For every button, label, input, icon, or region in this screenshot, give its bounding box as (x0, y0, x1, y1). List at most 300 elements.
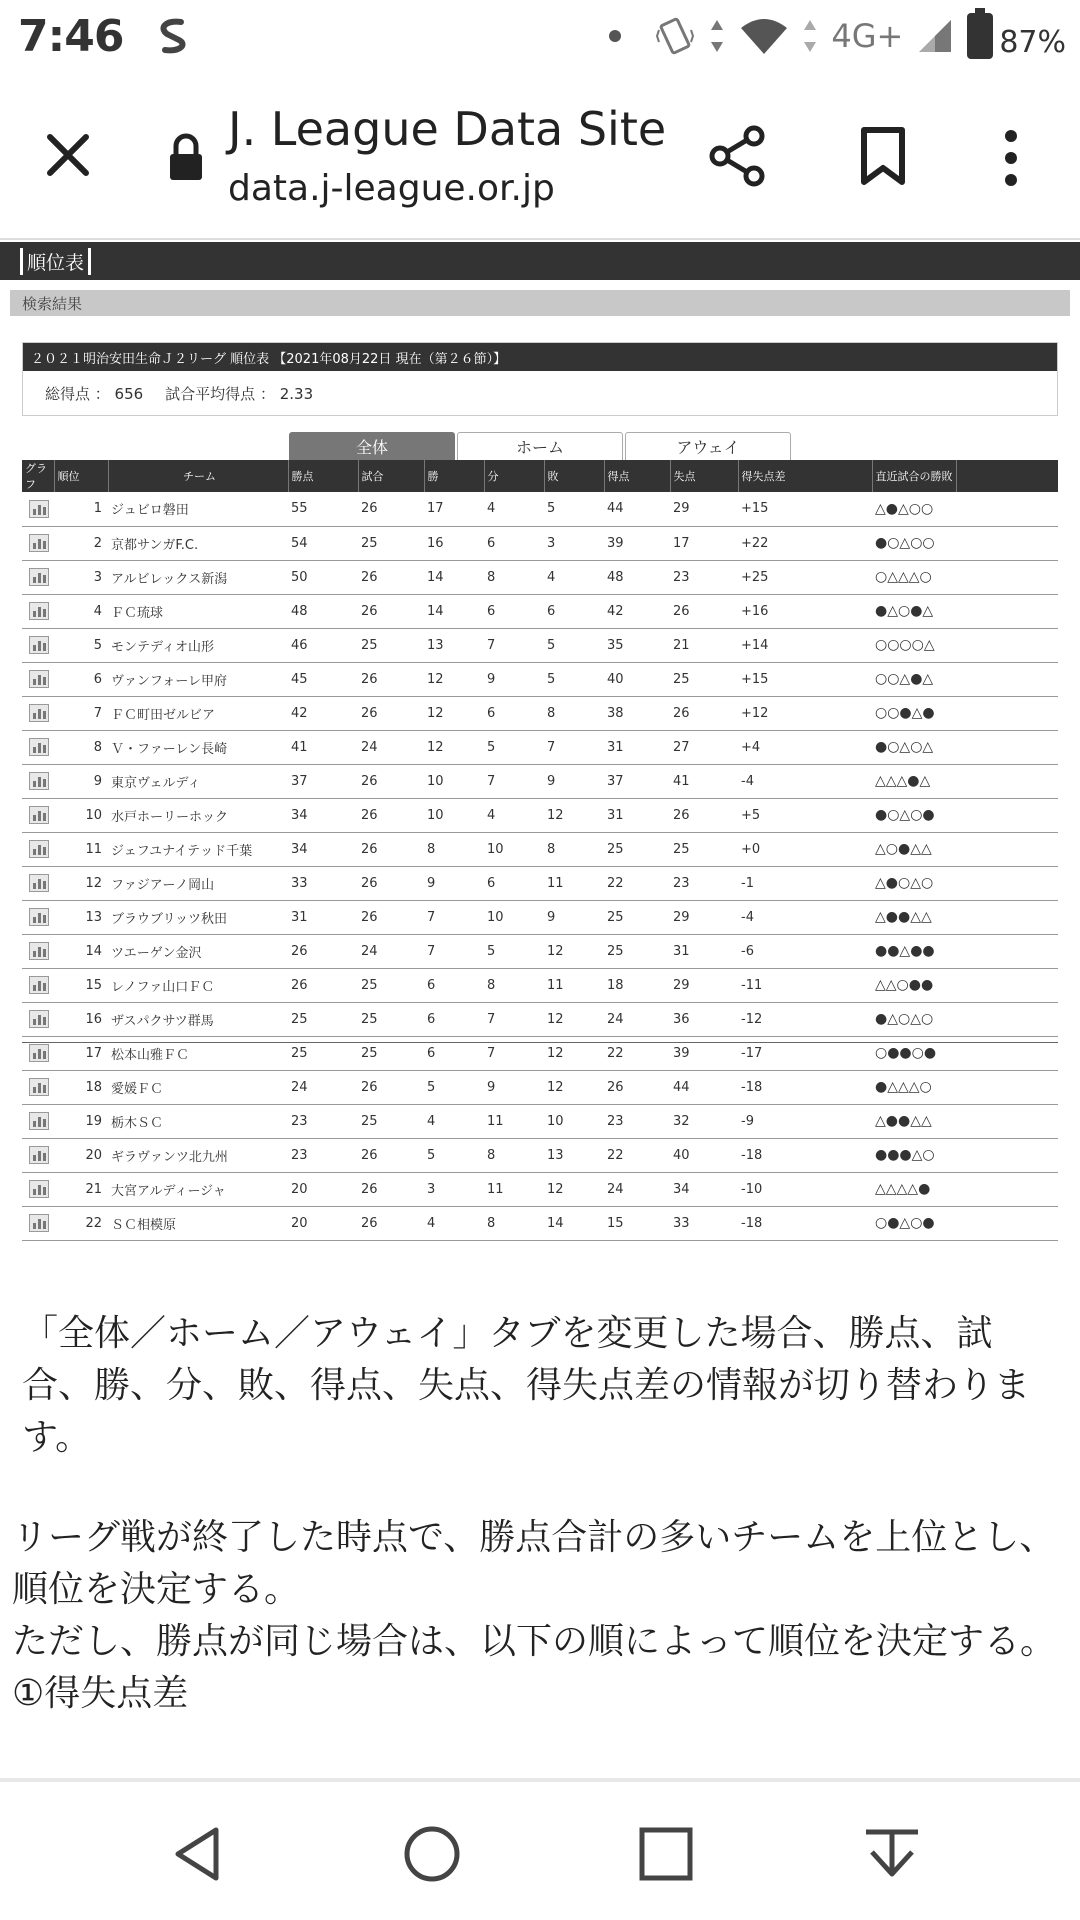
table-row (22, 1104, 1058, 1138)
data-arrows-icon-2 (803, 18, 817, 54)
rank: 3 (54, 560, 108, 594)
team-name[interactable]: ヴァンフォーレ甲府 (108, 662, 288, 696)
graph-cell (22, 798, 54, 832)
goals-against: 33 (670, 1206, 738, 1240)
tab-home[interactable]: ホーム (457, 432, 623, 460)
wins: 5 (424, 1070, 484, 1104)
notification-dot-icon (609, 30, 621, 42)
team-name[interactable]: ザスパクサツ群馬 (108, 1002, 288, 1036)
points: 25 (288, 1002, 358, 1036)
table-row (22, 764, 1058, 798)
bar-chart-icon[interactable] (29, 670, 49, 688)
bar-chart-icon[interactable] (29, 1078, 49, 1096)
url-text[interactable]: data.j-league.or.jp (228, 168, 555, 209)
goals-against: 36 (670, 1002, 738, 1036)
goals-against: 41 (670, 764, 738, 798)
goal-diff: +4 (738, 730, 872, 764)
graph-cell (22, 1206, 54, 1240)
bar-chart-icon[interactable] (29, 534, 49, 552)
share-icon[interactable] (706, 124, 770, 188)
goals-for: 48 (604, 560, 670, 594)
team-name[interactable]: 栃木ＳＣ (108, 1104, 288, 1138)
team-name[interactable]: 東京ヴェルディ (108, 764, 288, 798)
table-bottom-divider (22, 1042, 1058, 1043)
goals-against: 25 (670, 662, 738, 696)
games: 26 (358, 1070, 424, 1104)
recent-form: △●●△△ (872, 1104, 956, 1138)
goals-for: 24 (604, 1002, 670, 1036)
draws: 11 (484, 1104, 544, 1138)
section-title: 順位表 (20, 248, 91, 275)
games: 26 (358, 1206, 424, 1240)
recent-form: ○○○○△ (872, 628, 956, 662)
wins: 10 (424, 764, 484, 798)
goals-against: 25 (670, 832, 738, 866)
goals-for: 31 (604, 798, 670, 832)
col-goals-for: 得点 (604, 460, 670, 492)
team-name[interactable]: 松本山雅ＦＣ (108, 1036, 288, 1070)
wins: 3 (424, 1172, 484, 1206)
battery-icon (967, 13, 993, 59)
goals-for: 40 (604, 662, 670, 696)
bar-chart-icon[interactable] (29, 602, 49, 620)
recent-form: ○△△△○ (872, 560, 956, 594)
tab-description: 「全体／ホーム／アウェイ」タブを変更した場合、勝点、試合、勝、分、敗、得点、失点、得失点差の情報が切り替わります。 (22, 1313, 1031, 1458)
graph-cell (22, 832, 54, 866)
losses: 9 (544, 900, 604, 934)
spacer-cell (956, 662, 1058, 696)
recent-form: ●○△○● (872, 798, 956, 832)
games: 26 (358, 764, 424, 798)
team-name[interactable]: ギラヴァンツ北九州 (108, 1138, 288, 1172)
table-row (22, 798, 1058, 832)
losses: 8 (544, 832, 604, 866)
draws: 10 (484, 832, 544, 866)
bar-chart-icon[interactable] (29, 1112, 49, 1130)
games: 24 (358, 730, 424, 764)
losses: 11 (544, 866, 604, 900)
rank: 16 (54, 1002, 108, 1036)
points: 54 (288, 526, 358, 560)
status-time: 7:46 (18, 10, 124, 62)
rank: 1 (54, 492, 108, 526)
goals-for: 23 (604, 1104, 670, 1138)
col-wins: 勝 (424, 460, 484, 492)
spacer-cell (956, 1138, 1058, 1172)
tab-away[interactable]: アウェイ (625, 432, 791, 460)
recent-form: ●●●△○ (872, 1138, 956, 1172)
team-name[interactable]: 京都サンガF.C. (108, 526, 288, 560)
graph-cell (22, 1172, 54, 1206)
goals-for: 22 (604, 866, 670, 900)
goals-against: 39 (670, 1036, 738, 1070)
games: 25 (358, 1036, 424, 1070)
recent-form: △△△△● (872, 1172, 956, 1206)
points: 23 (288, 1138, 358, 1172)
col-goal-diff: 得失点差 (738, 460, 872, 492)
recent-form: ○●△○● (872, 1206, 956, 1240)
wins: 14 (424, 594, 484, 628)
hide-keyboard-icon[interactable] (862, 1824, 922, 1884)
graph-cell (22, 492, 54, 526)
games: 26 (358, 492, 424, 526)
wins: 10 (424, 798, 484, 832)
points: 41 (288, 730, 358, 764)
goals-against: 32 (670, 1104, 738, 1138)
rank: 10 (54, 798, 108, 832)
team-name[interactable]: ファジアーノ岡山 (108, 866, 288, 900)
games: 25 (358, 526, 424, 560)
goals-against: 31 (670, 934, 738, 968)
goals-for: 25 (604, 832, 670, 866)
goals-against: 27 (670, 730, 738, 764)
page-content (0, 242, 1080, 1241)
goal-diff: +0 (738, 832, 872, 866)
rank: 17 (54, 1036, 108, 1070)
spacer-cell (956, 696, 1058, 730)
wins: 6 (424, 968, 484, 1002)
goal-diff: -10 (738, 1172, 872, 1206)
team-name[interactable]: Ｖ・ファーレン長崎 (108, 730, 288, 764)
table-row (22, 866, 1058, 900)
losses: 12 (544, 1002, 604, 1036)
goals-for: 38 (604, 696, 670, 730)
draws: 9 (484, 1070, 544, 1104)
standings-body (22, 492, 1058, 1240)
close-icon[interactable] (40, 127, 96, 183)
spacer-cell (956, 1002, 1058, 1036)
col-draws: 分 (484, 460, 544, 492)
goals-for: 39 (604, 526, 670, 560)
wins: 7 (424, 934, 484, 968)
bar-chart-icon[interactable] (29, 1214, 49, 1232)
losses: 12 (544, 1036, 604, 1070)
col-games: 試合 (358, 460, 424, 492)
team-name[interactable]: ツエーゲン金沢 (108, 934, 288, 968)
wins: 4 (424, 1206, 484, 1240)
team-name[interactable]: モンテディオ山形 (108, 628, 288, 662)
graph-cell (22, 1002, 54, 1036)
games: 26 (358, 662, 424, 696)
bar-chart-icon[interactable] (29, 1180, 49, 1198)
graph-cell (22, 1070, 54, 1104)
table-row (22, 900, 1058, 934)
team-name[interactable]: レノファ山口ＦＣ (108, 968, 288, 1002)
team-name[interactable]: ジェフユナイテッド千葉 (108, 832, 288, 866)
points: 42 (288, 696, 358, 730)
draws: 9 (484, 662, 544, 696)
rank: 8 (54, 730, 108, 764)
bar-chart-icon[interactable] (29, 636, 49, 654)
standings-info-box (22, 342, 1058, 416)
goal-diff: +15 (738, 662, 872, 696)
losses: 3 (544, 526, 604, 560)
wins: 12 (424, 662, 484, 696)
goals-against: 21 (670, 628, 738, 662)
ranking-rules (12, 1512, 1062, 1720)
losses: 14 (544, 1206, 604, 1240)
goals-against: 23 (670, 560, 738, 594)
games: 26 (358, 900, 424, 934)
goals-against: 23 (670, 866, 738, 900)
losses: 5 (544, 492, 604, 526)
bar-chart-icon[interactable] (29, 500, 49, 518)
bar-chart-icon[interactable] (29, 840, 49, 858)
goal-diff: -9 (738, 1104, 872, 1138)
graph-cell (22, 696, 54, 730)
rank: 21 (54, 1172, 108, 1206)
losses: 12 (544, 934, 604, 968)
recent-form: ●○△○△ (872, 730, 956, 764)
points: 26 (288, 934, 358, 968)
goals-for: 37 (604, 764, 670, 798)
team-name[interactable]: ＦＣ琉球 (108, 594, 288, 628)
browser-toolbar (0, 72, 1080, 240)
goals-for: 22 (604, 1138, 670, 1172)
bar-chart-icon[interactable] (29, 806, 49, 824)
rank: 4 (54, 594, 108, 628)
losses: 12 (544, 1172, 604, 1206)
bar-chart-icon[interactable] (29, 1044, 49, 1062)
goals-against: 34 (670, 1172, 738, 1206)
goal-diff: -4 (738, 764, 872, 798)
draws: 4 (484, 798, 544, 832)
team-name[interactable]: ＦＣ町田ゼルビア (108, 696, 288, 730)
goals-for: 31 (604, 730, 670, 764)
table-row (22, 696, 1058, 730)
losses: 5 (544, 662, 604, 696)
graph-cell (22, 628, 54, 662)
rank: 18 (54, 1070, 108, 1104)
goals-for: 24 (604, 1172, 670, 1206)
draws: 8 (484, 1206, 544, 1240)
draws: 8 (484, 560, 544, 594)
goals-for: 26 (604, 1070, 670, 1104)
goals-for: 42 (604, 594, 670, 628)
table-row (22, 526, 1058, 560)
tab-overall[interactable]: 全体 (289, 432, 455, 460)
table-row (22, 560, 1058, 594)
goal-diff: -12 (738, 1002, 872, 1036)
col-points: 勝点 (288, 460, 358, 492)
team-name[interactable]: 愛媛ＦＣ (108, 1070, 288, 1104)
points: 31 (288, 900, 358, 934)
rank: 6 (54, 662, 108, 696)
recents-icon[interactable] (636, 1824, 696, 1884)
draws: 8 (484, 1138, 544, 1172)
spacer-cell (956, 764, 1058, 798)
draws: 6 (484, 696, 544, 730)
bar-chart-icon[interactable] (29, 704, 49, 722)
draws: 7 (484, 628, 544, 662)
goals-against: 26 (670, 798, 738, 832)
page-title[interactable]: J. League Data Site (228, 102, 667, 156)
goal-diff: -6 (738, 934, 872, 968)
losses: 11 (544, 968, 604, 1002)
recent-form: △△△●△ (872, 764, 956, 798)
wins: 13 (424, 628, 484, 662)
wins: 6 (424, 1036, 484, 1070)
recent-form: ○○●△● (872, 696, 956, 730)
wins: 5 (424, 1138, 484, 1172)
spacer-cell (956, 968, 1058, 1002)
losses: 8 (544, 696, 604, 730)
draws: 10 (484, 900, 544, 934)
points: 37 (288, 764, 358, 798)
graph-cell (22, 764, 54, 798)
goal-summary (23, 371, 1057, 415)
table-row (22, 934, 1058, 968)
recent-form: ○○△●△ (872, 662, 956, 696)
team-name[interactable]: アルビレックス新潟 (108, 560, 288, 594)
graph-cell (22, 866, 54, 900)
battery-percent: 87% (999, 24, 1066, 60)
draws: 7 (484, 1036, 544, 1070)
losses: 6 (544, 594, 604, 628)
spacer-cell (956, 730, 1058, 764)
wins: 16 (424, 526, 484, 560)
bar-chart-icon[interactable] (29, 1146, 49, 1164)
games: 25 (358, 628, 424, 662)
data-arrows-icon (709, 18, 725, 54)
spacer-cell (956, 900, 1058, 934)
rank: 13 (54, 900, 108, 934)
bar-chart-icon[interactable] (29, 942, 49, 960)
bar-chart-icon[interactable] (29, 874, 49, 892)
games: 26 (358, 832, 424, 866)
recent-form: △●○△○ (872, 866, 956, 900)
spacer-cell (956, 594, 1058, 628)
table-row (22, 1070, 1058, 1104)
team-name[interactable]: 水戸ホーリーホック (108, 798, 288, 832)
games: 26 (358, 594, 424, 628)
bar-chart-icon[interactable] (29, 772, 49, 790)
losses: 5 (544, 628, 604, 662)
bar-chart-icon[interactable] (29, 568, 49, 586)
wins: 4 (424, 1104, 484, 1138)
graph-cell (22, 662, 54, 696)
bar-chart-icon[interactable] (29, 908, 49, 926)
rank: 15 (54, 968, 108, 1002)
goal-diff: +25 (738, 560, 872, 594)
rank: 12 (54, 866, 108, 900)
search-result-label: 検索結果 (22, 294, 83, 313)
goals-against: 26 (670, 594, 738, 628)
points: 45 (288, 662, 358, 696)
rank: 22 (54, 1206, 108, 1240)
points: 46 (288, 628, 358, 662)
points: 24 (288, 1070, 358, 1104)
table-header-row (22, 460, 1058, 492)
goal-diff: -17 (738, 1036, 872, 1070)
wins: 12 (424, 696, 484, 730)
back-icon[interactable] (168, 1824, 228, 1884)
rank: 5 (54, 628, 108, 662)
team-name[interactable]: ＳＣ相模原 (108, 1206, 288, 1240)
table-title: ２０２１明治安田生命Ｊ２リーグ 順位表 【2021年08月22日 現在（第２６節）】 (23, 343, 1057, 371)
points: 48 (288, 594, 358, 628)
rank: 19 (54, 1104, 108, 1138)
recent-form: ●●△●● (872, 934, 956, 968)
games: 25 (358, 1002, 424, 1036)
rank: 14 (54, 934, 108, 968)
rule-line-2: ただし、勝点が同じ場合は、以下の順によって順位を決定する。 (12, 1621, 1057, 1662)
col-team: チーム (108, 460, 288, 492)
goal-diff: +5 (738, 798, 872, 832)
team-name[interactable]: ジュビロ磐田 (108, 492, 288, 526)
spacer-cell (956, 492, 1058, 526)
navigation-bar (0, 1778, 1080, 1920)
games: 26 (358, 798, 424, 832)
cell-signal-icon (917, 18, 953, 54)
goals-for: 25 (604, 934, 670, 968)
goals-for: 22 (604, 1036, 670, 1070)
draws: 6 (484, 594, 544, 628)
goal-diff: -18 (738, 1070, 872, 1104)
points: 20 (288, 1206, 358, 1240)
lock-icon[interactable] (166, 132, 206, 182)
rank: 9 (54, 764, 108, 798)
table-row (22, 730, 1058, 764)
spacer-cell (956, 526, 1058, 560)
wins: 17 (424, 492, 484, 526)
games: 24 (358, 934, 424, 968)
spacer-cell (956, 1206, 1058, 1240)
table-row (22, 1002, 1058, 1036)
more-vert-icon[interactable] (996, 128, 1026, 188)
points: 34 (288, 832, 358, 866)
graph-cell (22, 1104, 54, 1138)
table-row (22, 832, 1058, 866)
wins: 7 (424, 900, 484, 934)
table-row (22, 1138, 1058, 1172)
goal-diff: -4 (738, 900, 872, 934)
wifi-icon (739, 16, 789, 56)
bar-chart-icon[interactable] (29, 1010, 49, 1028)
losses: 4 (544, 560, 604, 594)
home-icon[interactable] (402, 1824, 462, 1884)
wins: 14 (424, 560, 484, 594)
bar-chart-icon[interactable] (29, 976, 49, 994)
graph-cell (22, 900, 54, 934)
section-header (0, 242, 1080, 280)
bar-chart-icon[interactable] (29, 738, 49, 756)
goal-diff: +16 (738, 594, 872, 628)
spacer-cell (956, 1104, 1058, 1138)
graph-cell (22, 594, 54, 628)
spacer-cell (956, 798, 1058, 832)
team-name[interactable]: 大宮アルディージャ (108, 1172, 288, 1206)
average-goals: 試合平均得点 ： 2.33 (165, 384, 314, 403)
standings-tabs (0, 432, 1080, 460)
losses: 12 (544, 1070, 604, 1104)
draws: 4 (484, 492, 544, 526)
col-graph: グラフ (22, 460, 54, 492)
games: 26 (358, 1138, 424, 1172)
recent-form: △●△○○ (872, 492, 956, 526)
team-name[interactable]: ブラウブリッツ秋田 (108, 900, 288, 934)
graph-cell (22, 526, 54, 560)
graph-cell (22, 934, 54, 968)
goals-against: 40 (670, 1138, 738, 1172)
vibrate-icon (655, 16, 695, 56)
spacer-cell (956, 934, 1058, 968)
spacer-cell (956, 866, 1058, 900)
bookmark-icon[interactable] (858, 126, 908, 186)
spacer-cell (956, 1070, 1058, 1104)
battery (967, 13, 1066, 60)
rank: 7 (54, 696, 108, 730)
